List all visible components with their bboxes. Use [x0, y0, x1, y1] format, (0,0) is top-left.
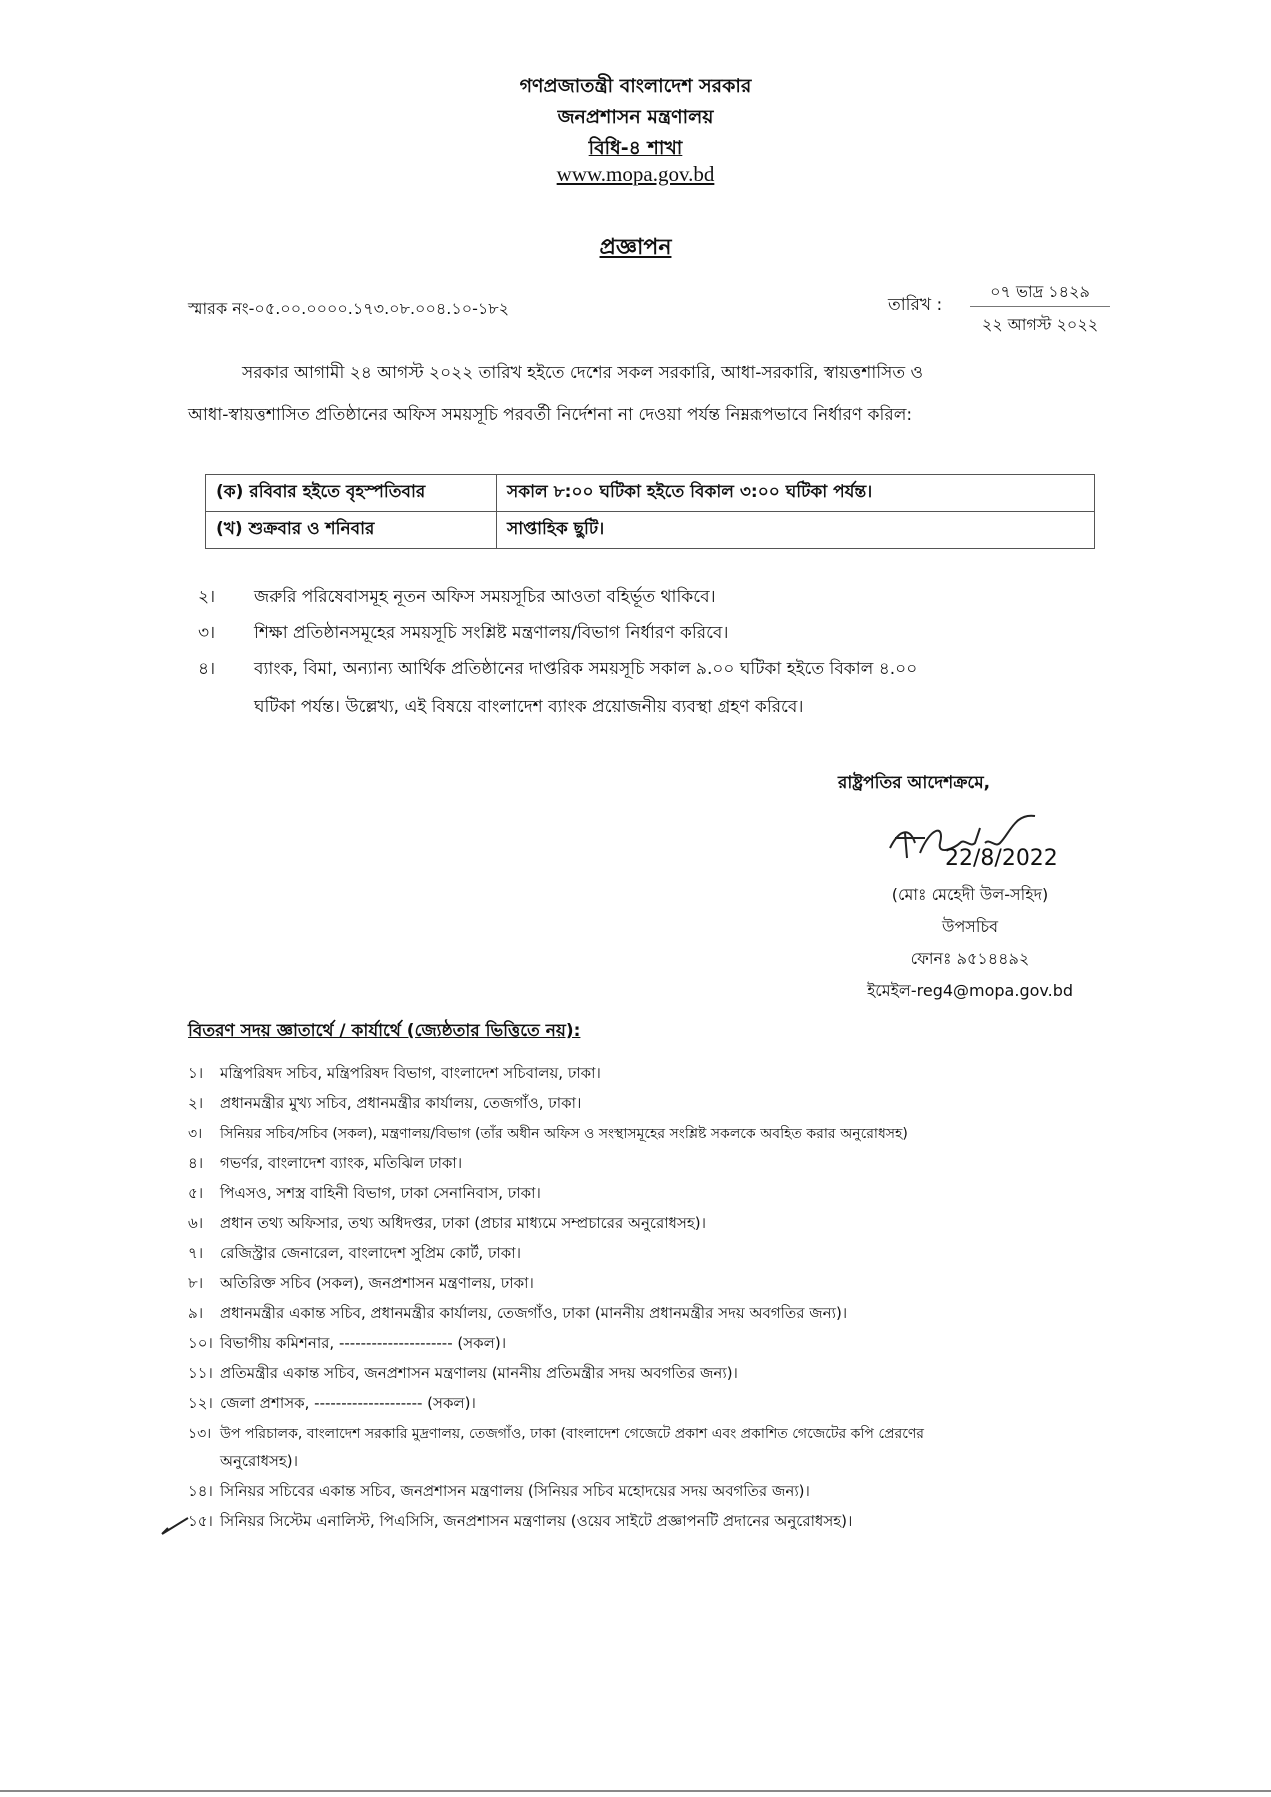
table-row — [206, 475, 1095, 512]
clause-3 — [198, 620, 728, 648]
date-divider — [970, 306, 1110, 307]
list-item: ১০। বিভাগীয় কমিশনার, --------------------- (সকল)। — [188, 1334, 507, 1352]
schedule-time: সাপ্তাহিক ছুটি। — [497, 512, 1095, 549]
handwritten-date: 22/8/2022 — [945, 846, 1058, 871]
list-item: ৯। প্রধানমন্ত্রীর একান্ত সচিব, প্রধানমন্ত্রীর কার্যালয়, তেজগাঁও, ঢাকা (মাননীয় প্রধানমন্ত্রীর সদয় অবগতির জন্য)। — [188, 1304, 848, 1322]
govt-name: গণপ্রজাতন্ত্রী বাংলাদেশ সরকার — [519, 75, 752, 97]
list-item: ৪। গভর্ণর, বাংলাদেশ ব্যাংক, মতিঝিল ঢাকা। — [188, 1154, 463, 1172]
schedule-days: (খ) শুক্রবার ও শনিবার — [206, 512, 497, 549]
schedule-time: সকাল ৮:০০ ঘটিকা হইতে বিকাল ৩:০০ ঘটিকা পর্যন্ত। — [497, 475, 1095, 512]
website-link[interactable]: www.mopa.gov.bd — [556, 162, 715, 186]
schedule-days: (ক) রবিবার হইতে বৃহস্পতিবার — [206, 475, 497, 512]
list-item: ৬। প্রধান তথ্য অফিসার, তথ্য অধিদপ্তর, ঢাকা (প্রচার মাধ্যমে সম্প্রচারের অনুরোধসহ)। — [188, 1214, 706, 1232]
list-item: ১৫। সিনিয়র সিস্টেম এনালিস্ট, পিএসিসি, জনপ্রশাসন মন্ত্রণালয় (ওয়েব সাইটে প্রজ্ঞাপনটি প্রদানের অনুরোধসহ)। — [188, 1512, 853, 1530]
branch-name: বিধি-৪ শাখা — [588, 137, 683, 159]
checkmark-icon — [158, 1508, 198, 1538]
clause-4-continued: ঘটিকা পর্যন্ত। উল্লেখ্য, এই বিষয়ে বাংলাদেশ ব্যাংক প্রয়োজনীয় ব্যবস্থা গ্রহণ করিবে। — [254, 697, 804, 717]
list-item: ১২। জেলা প্রশাসক, -------------------- (সকল)। — [188, 1394, 476, 1412]
table-row — [206, 512, 1095, 549]
clause-number: ৩। — [198, 623, 216, 643]
list-item: ১১। প্রতিমন্ত্রীর একান্ত সচিব, জনপ্রশাসন মন্ত্রণালয় (মাননীয় প্রতিমন্ত্রীর সদয় অবগতির জন্য)। — [188, 1364, 738, 1382]
list-item: ১৪। সিনিয়র সচিবের একান্ত সচিব, জনপ্রশাসন মন্ত্রণালয় (সিনিয়র সচিব মহোদয়ের সদয় অবগতির জন্য)। — [188, 1482, 810, 1500]
list-item: ১৩। উপ পরিচালক, বাংলাদেশ সরকারি মুদ্রণালয়, তেজগাঁও, ঢাকা (বাংলাদেশ গেজেটে প্রকাশ এবং প্রকাশিত গেজেটের কপি প্রেরণের — [188, 1426, 925, 1442]
memo-number: স্মারক নং-০৫.০০.০০০০.১৭৩.০৮.০০৪.১০-১৮২ — [188, 299, 510, 318]
clause-4 — [198, 656, 917, 684]
officer-designation: উপসচিব — [941, 917, 998, 936]
list-item: ৮। অতিরিক্ত সচিব (সকল), জনপ্রশাসন মন্ত্রণালয়, ঢাকা। — [188, 1274, 534, 1292]
date-bangla: ০৭ ভাদ্র ১৪২৯ — [990, 282, 1090, 301]
distribution-heading: বিতরণ সদয় জ্ঞাতার্থে / কার্যার্থে (জ্যেষ্ঠতার ভিত্তিতে নয়): — [188, 1021, 581, 1041]
schedule-table — [205, 474, 1095, 549]
page-bottom-edge — [0, 1790, 1271, 1792]
list-item-continued: অনুরোধসহ)। — [220, 1452, 298, 1470]
presidential-order-line: রাষ্ট্রপতির আদেশক্রমে, — [838, 773, 991, 793]
clause-text: শিক্ষা প্রতিষ্ঠানসমূহের সময়সূচি সংশ্লিষ্ট মন্ত্রণালয়/বিভাগ নির্ধারণ করিবে। — [254, 623, 729, 643]
clause-text: জরুরি পরিষেবাসমূহ নূতন অফিস সময়সূচির আওতা বহির্ভূত থাকিবে। — [254, 587, 716, 607]
clause-number: ৪। — [198, 659, 216, 679]
list-item: ১। মন্ত্রিপরিষদ সচিব, মন্ত্রিপরিষদ বিভাগ, বাংলাদেশ সচিবালয়, ঢাকা। — [188, 1064, 601, 1082]
date-label: তারিখ : — [888, 295, 943, 315]
list-item: ৩। সিনিয়র সচিব/সচিব (সকল), মন্ত্রণালয়/বিভাগ (তাঁর অধীন অফিস ও সংস্থাসমূহের সংশ্লিষ্ট সকলকে অবহিত করার অনুরোধসহ) — [188, 1126, 908, 1142]
website-link-wrap — [0, 162, 1271, 187]
intro-line-1: সরকার আগামী ২৪ আগস্ট ২০২২ তারিখ হইতে দেশের সকল সরকারি, আধা-সরকারি, স্বায়ত্তশাসিত ও — [242, 363, 924, 383]
clause-text: ব্যাংক, বিমা, অন্যান্য আর্থিক প্রতিষ্ঠানের দাপ্তরিক সময়সূচি সকাল ৯.০০ ঘটিকা হইতে বিকাল ৪.০০ — [254, 659, 918, 679]
ministry-name: জনপ্রশাসন মন্ত্রণালয় — [557, 106, 714, 128]
list-item: ৫। পিএসও, সশস্ত্র বাহিনী বিভাগ, ঢাকা সেনানিবাস, ঢাকা। — [188, 1184, 541, 1202]
date-english: ২২ আগস্ট ২০২২ — [981, 315, 1099, 334]
clause-number: ২। — [198, 587, 216, 607]
officer-name: (মোঃ মেহেদী উল-সহিদ) — [891, 885, 1049, 904]
list-item: ২। প্রধানমন্ত্রীর মুখ্য সচিব, প্রধানমন্ত্রীর কার্যালয়, তেজগাঁও, ঢাকা। — [188, 1094, 582, 1112]
officer-phone: ফোনঃ ৯৫১৪৪৯২ — [910, 949, 1030, 968]
page-title: প্রজ্ঞাপন — [599, 235, 672, 260]
list-item: ৭। রেজিস্ট্রার জেনারেল, বাংলাদেশ সুপ্রিম কোর্ট, ঢাকা। — [188, 1244, 521, 1262]
officer-email[interactable]: ইমেইল-reg4@mopa.gov.bd — [866, 981, 1074, 1000]
intro-line-2: আধা-স্বায়ত্তশাসিত প্রতিষ্ঠানের অফিস সময়সূচি পরবর্তী নির্দেশনা না দেওয়া পর্যন্ত নিম্নরূপভাবে নির্ধারণ করিল: — [188, 405, 913, 425]
clause-2 — [198, 584, 716, 612]
